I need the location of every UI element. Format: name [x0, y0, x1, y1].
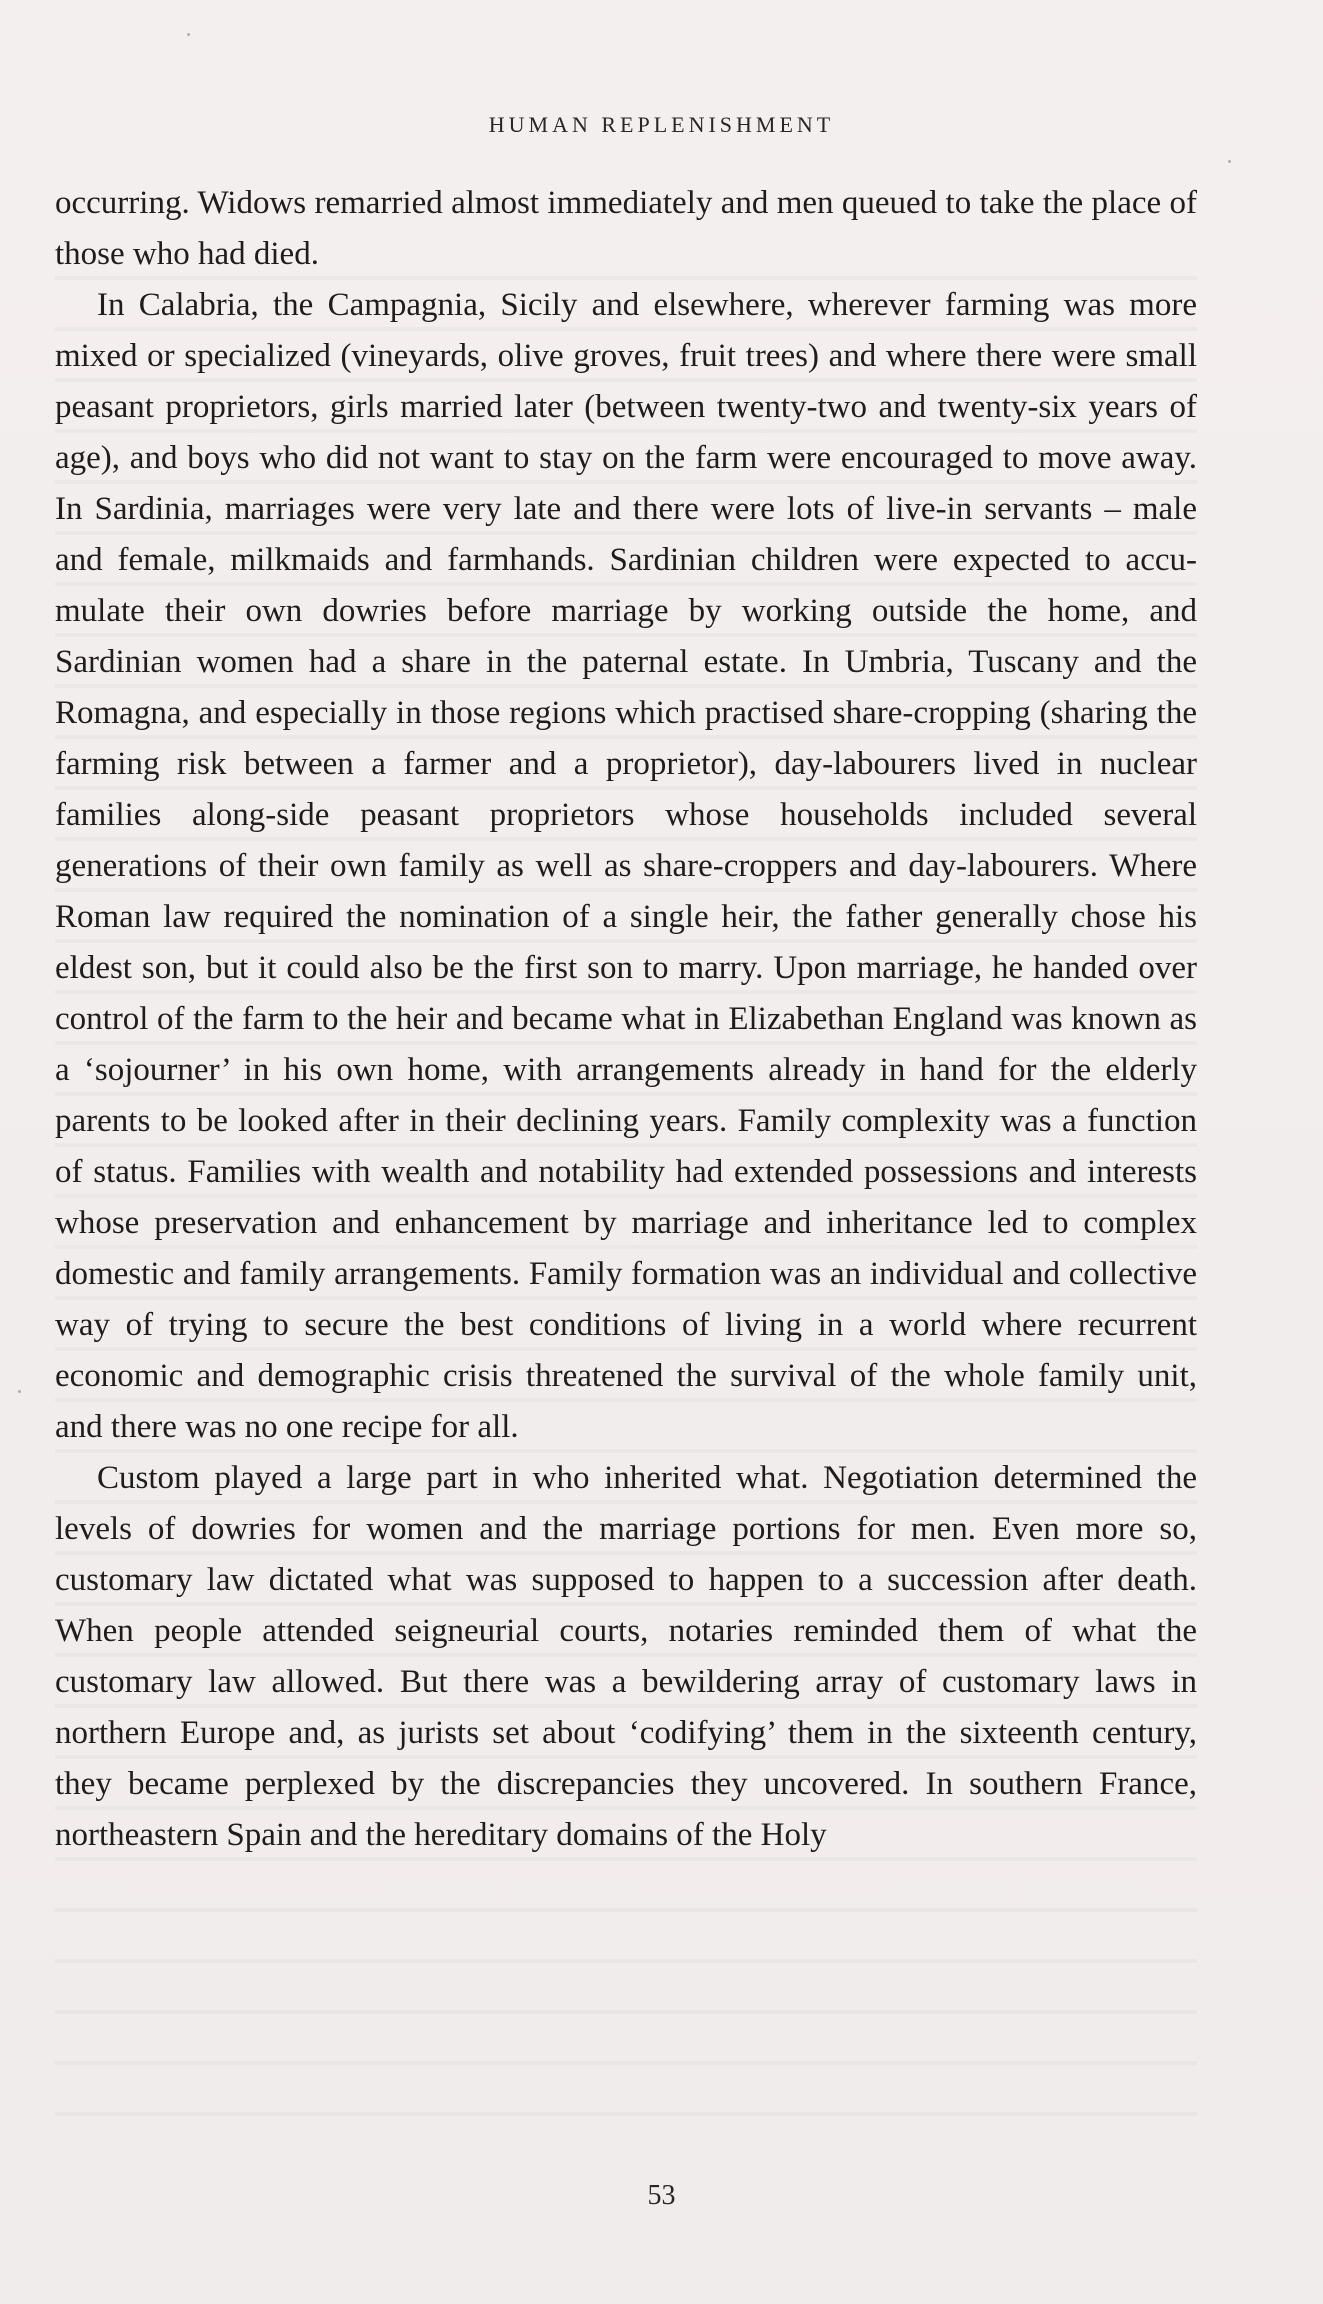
paper-speck [187, 33, 190, 36]
running-head: HUMAN REPLENISHMENT [488, 112, 835, 137]
paragraph-custom-inheritance: Custom played a large part in who inherited what. Negotiation determined the levels of dowries for women and the marriage portions for men. Even more so, customary law dictated what was supposed to happen to a succession after death. When people attended seigneurial courts, notaries reminded them of what the customary law allowed. But there was a bewildering array of customary laws in northern Europe and, as jurists set about ‘codifying’ them in the sixteenth century, they became perplexed by the discrepancies they uncovered. In southern France, northeastern Spain and the hereditary domains of the Holy [55, 1460, 1197, 1853]
paper-speck [1228, 160, 1231, 163]
paper-speck [18, 1390, 21, 1393]
page-number: 53 [647, 2180, 676, 2211]
paragraph-italian-farming: In Calabria, the Campagnia, Sicily and elsewhere, wherever farming was more mixed or specialized (vineyards, olive groves, fruit trees) and where there were small peasant proprietors, girls married later (between twenty-two and twenty-six years of age), and boys who did not want to stay on the farm were encouraged to move away. In Sardinia, marriages were very late and there were lots of live-in servants – male and female, milkmaids and farmhands. Sardinian children were expected to accu-mulate their own dowries before marriage by working outside the home, and Sardinian women had a share in the paternal estate. In Umbria, Tuscany and the Romagna, and especially in those regions which practised share-cropping (sharing the farming risk between a farmer and a proprietor), day-labourers lived in nuclear families along-side peasant proprietors whose households included several generations of their own family as well as share-croppers and day-labourers. Where Roman law required the nomination of a single heir, the father generally chose his eldest son, but it could also be the first son to marry. Upon marriage, he handed over control of the farm to the heir and became what in Elizabethan England was known as a ‘sojourner’ in his own home, with arrangements already in hand for the elderly parents to be looked after in their declining years. Family complexity was a function of status. Families with wealth and notability had extended possessions and interests whose preservation and enhancement by marriage and inheritance led to complex domestic and family arrangements. Family formation was an individual and collective way of trying to secure the best conditions of living in a world where recurrent economic and demographic crisis threatened the survival of the whole family unit, and there was no one recipe for all. [55, 287, 1197, 1445]
body-text [55, 178, 1197, 1861]
paragraph-continuation: occurring. Widows remarried almost immediately and men queued to take the place of those who had died. [55, 185, 1197, 272]
